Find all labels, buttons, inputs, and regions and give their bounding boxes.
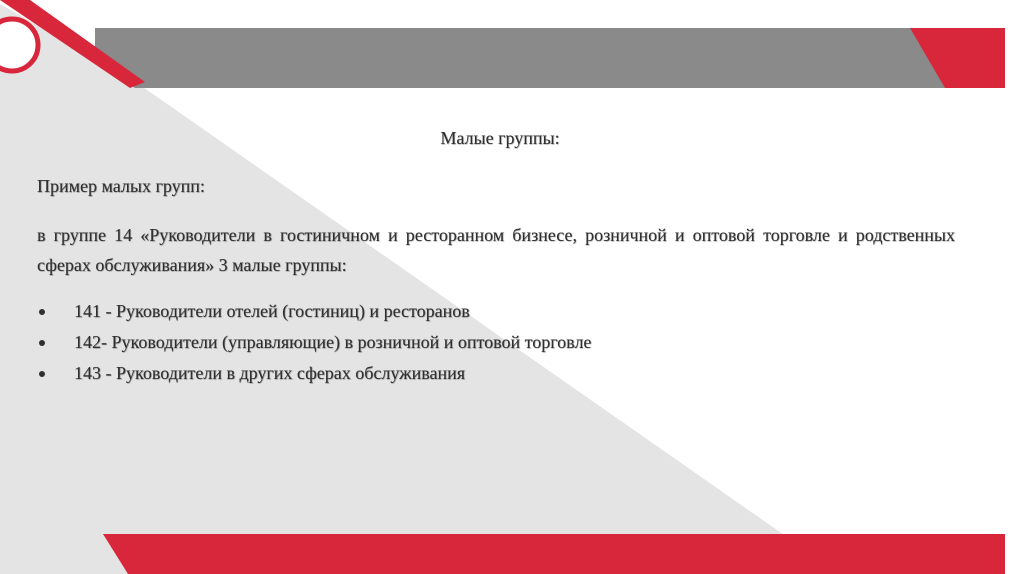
bullet-icon — [39, 371, 45, 377]
list-item-text: 141 - Руководители отелей (гостиниц) и ресторанов — [74, 301, 470, 321]
slide-title-text: Малые группы: — [440, 128, 560, 148]
list-item-text: 143 - Руководители в других сферах обслуживания — [74, 363, 465, 383]
list-item — [37, 296, 937, 327]
list-item — [37, 358, 937, 389]
slide-title — [0, 128, 1000, 149]
bullet-icon — [39, 309, 45, 315]
slide-subtitle: Пример малых групп: — [37, 176, 205, 196]
list-item-text: 142- Руководители (управляющие) в розничной и оптовой торговле — [74, 332, 592, 352]
list-item — [37, 327, 937, 358]
bullet-icon — [39, 340, 45, 346]
slide-paragraph: в группе 14 «Руководители в гостиничном и ресторанном бизнесе, розничной и оптовой торговле и родственных сферах обслуживания» 3 малые группы: — [37, 225, 955, 275]
bullet-list — [37, 296, 937, 389]
